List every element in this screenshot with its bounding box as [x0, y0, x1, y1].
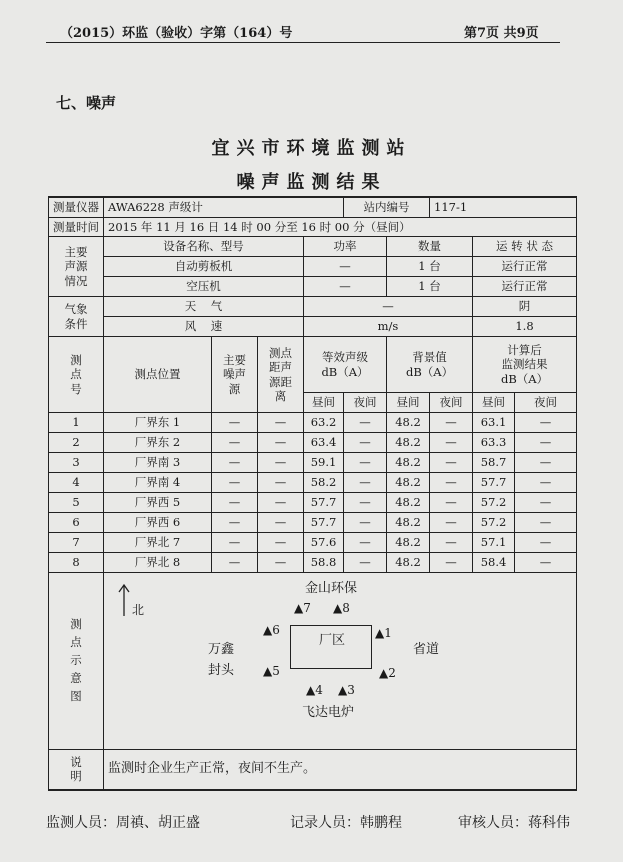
point-source: —	[212, 413, 258, 433]
marker-icon: ▲	[333, 601, 343, 615]
marker-icon: ▲	[294, 601, 304, 615]
point-distance: —	[258, 453, 304, 473]
sources-col-power: 功率	[304, 237, 387, 257]
bg-day: 48.2	[387, 513, 430, 533]
result-day: 57.1	[473, 533, 515, 553]
page-info: 第7页 共9页	[464, 26, 539, 41]
point-location: 厂界北 8	[104, 553, 212, 573]
marker-icon: ▲	[338, 683, 348, 697]
factory-label: 厂区	[319, 633, 346, 648]
site-diagram	[104, 573, 576, 749]
sources-header-row	[49, 237, 577, 257]
point-number: 6	[272, 623, 280, 637]
point-location: 厂界东 2	[104, 433, 212, 453]
result-day: 63.3	[473, 433, 515, 453]
recorder-signature: 记录人员：韩鹏程	[290, 815, 402, 831]
table-row	[49, 433, 577, 453]
point-source: —	[212, 433, 258, 453]
result-night: —	[515, 433, 577, 453]
diagram-label: 测 点 示 意 图	[49, 573, 104, 750]
north-neighbor-label: 金山环保	[305, 581, 358, 596]
bg-night: —	[430, 553, 473, 573]
point-distance: —	[258, 493, 304, 513]
source-status: 运行正常	[473, 257, 577, 277]
wind-row	[49, 317, 577, 337]
table-row	[49, 453, 577, 473]
time-row	[49, 218, 577, 237]
leq-day: 58.8	[304, 553, 344, 573]
weather-type-label: 天 气	[104, 297, 304, 317]
header-rule	[46, 42, 560, 43]
point-no: 6	[49, 513, 104, 533]
west-neighbor-label: 万鑫 封头	[208, 642, 235, 679]
leq-night: —	[344, 413, 387, 433]
leq-night: —	[344, 453, 387, 473]
measurement-point-6	[263, 623, 280, 638]
col-point-no: 测 点 号	[49, 337, 104, 413]
marker-icon: ▲	[263, 664, 273, 678]
sources-col-name: 设备名称、型号	[104, 237, 304, 257]
time-value: 2015 年 11 月 16 日 14 时 00 分至 16 时 00 分（昼间）	[104, 218, 577, 237]
bg-day: 48.2	[387, 493, 430, 513]
instrument-row	[49, 197, 577, 218]
bg-night: —	[430, 413, 473, 433]
source-name: 自动剪板机	[104, 257, 304, 277]
result-day: 57.2	[473, 513, 515, 533]
point-source: —	[212, 553, 258, 573]
result-day: 63.1	[473, 413, 515, 433]
point-source: —	[212, 473, 258, 493]
bg-day: 48.2	[387, 473, 430, 493]
sources-label: 主要 声源 情况	[49, 237, 104, 297]
result-night: —	[515, 453, 577, 473]
report-title: 宜兴市环境监测站	[211, 138, 412, 159]
leq-day: 58.2	[304, 473, 344, 493]
south-neighbor-label: 飞达电炉	[302, 705, 355, 720]
point-location: 厂界北 7	[104, 533, 212, 553]
point-number: 7	[303, 601, 311, 615]
result-night: —	[515, 473, 577, 493]
source-power: —	[304, 277, 387, 297]
table-row	[49, 473, 577, 493]
source-row	[49, 257, 577, 277]
noise-results-table	[48, 196, 577, 791]
bg-night: —	[430, 473, 473, 493]
point-number: 2	[388, 666, 396, 680]
point-no: 8	[49, 553, 104, 573]
document-number: （2015）环监（验收）字第（164）号	[60, 26, 293, 41]
bg-day: 48.2	[387, 453, 430, 473]
diagram-row	[49, 573, 577, 750]
marker-icon: ▲	[375, 626, 385, 640]
point-no: 2	[49, 433, 104, 453]
point-location: 厂界西 5	[104, 493, 212, 513]
col-leq: 等效声级 dB（A）	[304, 337, 387, 393]
marker-icon: ▲	[306, 683, 316, 697]
point-number: 4	[315, 683, 323, 697]
col-night: 夜间	[430, 393, 473, 413]
point-location: 厂界东 1	[104, 413, 212, 433]
leq-night: —	[344, 473, 387, 493]
instrument-value: AWA6228 声级计	[104, 197, 344, 218]
col-location: 测点位置	[104, 337, 212, 413]
measurement-point-3	[338, 683, 355, 698]
bg-night: —	[430, 513, 473, 533]
result-night: —	[515, 413, 577, 433]
measurement-point-2	[379, 666, 396, 681]
station-label: 站内编号	[344, 197, 430, 218]
weather-label: 气象 条件	[49, 297, 104, 337]
bg-night: —	[430, 493, 473, 513]
leq-day: 57.7	[304, 493, 344, 513]
leq-night: —	[344, 513, 387, 533]
point-distance: —	[258, 413, 304, 433]
leq-night: —	[344, 433, 387, 453]
col-day: 昼间	[387, 393, 430, 413]
instrument-label: 测量仪器	[49, 197, 104, 218]
point-number: 3	[347, 683, 355, 697]
point-distance: —	[258, 473, 304, 493]
measurement-point-5	[263, 664, 280, 679]
col-night: 夜间	[344, 393, 387, 413]
diagram-cell	[104, 573, 577, 750]
bg-night: —	[430, 433, 473, 453]
weather-type-dash: —	[304, 297, 473, 317]
reviewer-signature: 审核人员：蒋科伟	[458, 815, 570, 831]
point-distance: —	[258, 513, 304, 533]
point-source: —	[212, 493, 258, 513]
source-name: 空压机	[104, 277, 304, 297]
leq-day: 63.4	[304, 433, 344, 453]
monitor-signature: 监测人员：周禛、胡正盛	[46, 815, 200, 831]
point-distance: —	[258, 433, 304, 453]
point-source: —	[212, 513, 258, 533]
col-day: 昼间	[304, 393, 344, 413]
wind-label: 风 速	[104, 317, 304, 337]
report-subtitle: 噪声监测结果	[236, 172, 387, 193]
table-row	[49, 553, 577, 573]
result-day: 57.7	[473, 473, 515, 493]
point-source: —	[212, 533, 258, 553]
point-location: 厂界南 4	[104, 473, 212, 493]
point-number: 5	[272, 664, 280, 678]
time-label: 测量时间	[49, 218, 104, 237]
bg-night: —	[430, 453, 473, 473]
col-corrected: 计算后 监测结果 dB（A）	[473, 337, 577, 393]
source-qty: 1 台	[387, 277, 473, 297]
point-number: 8	[342, 601, 350, 615]
wind-unit: m/s	[304, 317, 473, 337]
north-arrow-icon	[116, 583, 132, 617]
leq-night: —	[344, 553, 387, 573]
source-qty: 1 台	[387, 257, 473, 277]
station-value: 117-1	[430, 197, 577, 218]
col-distance: 测点 距声 源距 离	[258, 337, 304, 413]
col-day: 昼间	[473, 393, 515, 413]
table-row	[49, 533, 577, 553]
point-distance: —	[258, 553, 304, 573]
weather-row	[49, 297, 577, 317]
bg-day: 48.2	[387, 553, 430, 573]
marker-icon: ▲	[379, 666, 389, 680]
source-power: —	[304, 257, 387, 277]
leq-night: —	[344, 493, 387, 513]
result-day: 57.2	[473, 493, 515, 513]
point-no: 7	[49, 533, 104, 553]
point-location: 厂界西 6	[104, 513, 212, 533]
point-source: —	[212, 453, 258, 473]
result-night: —	[515, 553, 577, 573]
result-night: —	[515, 533, 577, 553]
point-location: 厂界南 3	[104, 453, 212, 473]
results-header-row	[49, 337, 577, 393]
leq-day: 57.7	[304, 513, 344, 533]
remarks-label: 说 明	[49, 750, 104, 790]
sources-col-qty: 数量	[387, 237, 473, 257]
source-row	[49, 277, 577, 297]
point-number: 1	[384, 626, 392, 640]
measurement-point-1	[375, 626, 392, 641]
bg-day: 48.2	[387, 413, 430, 433]
point-distance: —	[258, 533, 304, 553]
marker-icon: ▲	[263, 623, 273, 637]
point-no: 5	[49, 493, 104, 513]
table-body	[49, 197, 577, 790]
table-row	[49, 413, 577, 433]
bg-day: 48.2	[387, 533, 430, 553]
leq-day: 57.6	[304, 533, 344, 553]
point-no: 1	[49, 413, 104, 433]
measurement-point-8	[333, 601, 350, 616]
wind-value: 1.8	[473, 317, 577, 337]
measurement-point-7	[294, 601, 311, 616]
col-night: 夜间	[515, 393, 577, 413]
remarks-row	[49, 750, 577, 790]
measurement-point-4	[306, 683, 323, 698]
result-night: —	[515, 513, 577, 533]
table-row	[49, 513, 577, 533]
result-day: 58.4	[473, 553, 515, 573]
weather-type-value: 阴	[473, 297, 577, 317]
leq-day: 63.2	[304, 413, 344, 433]
point-no: 3	[49, 453, 104, 473]
result-day: 58.7	[473, 453, 515, 473]
bg-night: —	[430, 533, 473, 553]
leq-night: —	[344, 533, 387, 553]
leq-day: 59.1	[304, 453, 344, 473]
east-neighbor-label: 省道	[413, 642, 440, 657]
section-title: 七、噪声	[56, 94, 117, 112]
col-source: 主要 噪声 源	[212, 337, 258, 413]
sources-col-status: 运 转 状 态	[473, 237, 577, 257]
result-night: —	[515, 493, 577, 513]
point-no: 4	[49, 473, 104, 493]
col-background: 背景值 dB（A）	[387, 337, 473, 393]
north-label: 北	[132, 603, 145, 617]
remarks-text: 监测时企业生产正常，夜间不生产。	[104, 750, 577, 790]
table-row	[49, 493, 577, 513]
bg-day: 48.2	[387, 433, 430, 453]
source-status: 运行正常	[473, 277, 577, 297]
